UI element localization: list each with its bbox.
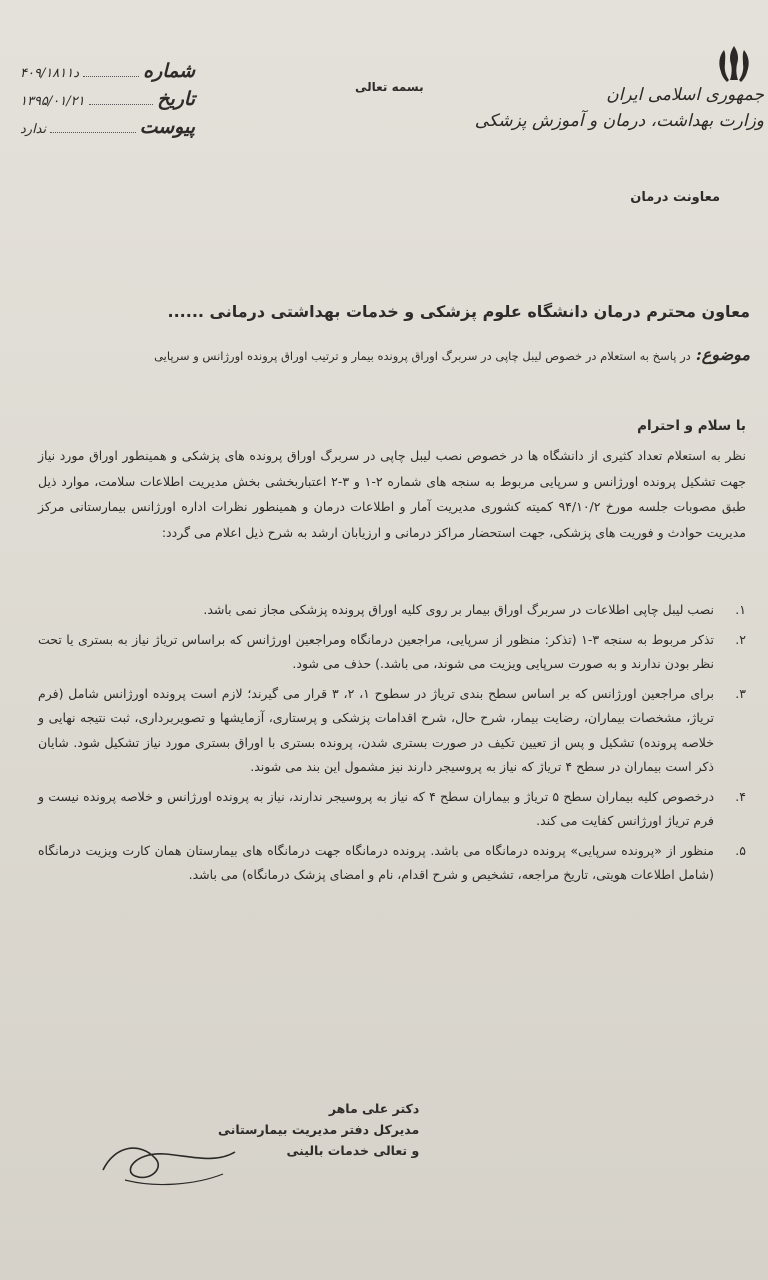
addressee: معاون محترم درمان دانشگاه علوم پزشکی و خدمات بهداشتی درمانی ...... — [167, 302, 750, 321]
iran-emblem-icon — [712, 42, 756, 86]
dotted-line — [89, 104, 154, 105]
letter-date-row — [20, 88, 195, 116]
ministry-line: وزارت بهداشت، درمان و آموزش پزشکی — [474, 111, 764, 131]
ministry-line: جمهوری اسلامی ایران — [606, 85, 764, 105]
letter-body — [38, 443, 746, 545]
item-number: ۲. — [735, 631, 746, 647]
letter-number: ۴۰۹/۱۸۱۱د — [20, 66, 80, 81]
attachment-row — [20, 116, 195, 144]
subject-line — [154, 345, 750, 364]
deputy-title: معاونت درمان — [630, 190, 720, 205]
dotted-line — [50, 132, 135, 133]
signature-block — [218, 1098, 419, 1161]
list-item — [38, 598, 746, 623]
list-item — [38, 628, 746, 677]
number-label: شماره — [143, 60, 195, 82]
letter-number-row — [20, 60, 195, 88]
attachment-label: پیوست — [139, 116, 195, 138]
signer-name: دکتر علی ماهر — [328, 1101, 420, 1116]
attachment-value: ندارد — [20, 122, 47, 137]
list-item — [38, 682, 746, 780]
subject-text: در پاسخ به استعلام در خصوص لیبل چاپی در سربرگ اوراق پرونده بیمار و ترتیب اوراق پرونده اورژانس و سرپایی — [154, 349, 691, 363]
list-item — [38, 785, 746, 834]
intro-paragraph: نظر به استعلام تعداد کثیری از دانشگاه ها در خصوص نصب لیبل چاپی در سربرگ اوراق پرونده های پزشکی و همینطور اوراق مورد نیاز جهت تشکیل پرونده اورژانس و سرپایی مربوط به سنجه های شماره ۲-۱ و ۳-۲ اعتباربخشی بخش مدیریت اطلاعات سلامت، موارد ذیل طبق مصوبات جلسه مورخ ۹۴/۱۰/۲ کمیته کشوری مدیریت آمار و اطلاعات درمان و همینطور نظرات اداره اورژانس بیمارستانی مرکز مدیریت حوادث و فوریت های پزشکی، جهت استحضار مراکز درمانی و ارزیابان ارشد به شرح ذیل اعلام می گردد: — [38, 448, 747, 540]
item-text: تذکر مربوط به سنجه ۳-۱ (تذکر: منظور از سرپایی، مراجعین درمانگاه ومراجعین اورژانس که براساس تریاژ نیاز به بستری یا تحت نظر بودن ندارند و به صورت سرپایی ویزیت می شوند، می باشد.) حذف می شود. — [38, 631, 714, 671]
greeting: با سلام و احترام — [637, 418, 746, 434]
list-item — [38, 839, 746, 888]
item-text: نصب لیبل چاپی اطلاعات در سربرگ اوراق بیمار بر روی کلیه اوراق پرونده پزشکی مجاز نمی باشد. — [203, 602, 714, 617]
item-number: ۴. — [735, 788, 746, 804]
subject-label: موضوع: — [695, 345, 750, 364]
signer-title: مدیرکل دفتر مدیریت بیمارستانی — [218, 1122, 420, 1137]
date-label: تاریخ — [157, 88, 195, 110]
numbered-list — [38, 598, 746, 893]
signer-title: و تعالی خدمات بالینی — [286, 1143, 420, 1158]
dotted-line — [83, 76, 139, 77]
item-number: ۱. — [735, 602, 746, 617]
item-number: ۳. — [735, 685, 746, 701]
handwritten-signature-icon — [95, 1130, 245, 1190]
basmala: بسمه تعالی — [355, 80, 424, 94]
item-text: برای مراجعین اورژانس که بر اساس سطح بندی تریاژ در سطوح ۱، ۲، ۳ قرار می گیرند؛ لازم است پرونده اورژانس شامل (فرم تریاژ، مشخصات بیماران، رضایت بیمار، شرح حال، شرح اقدامات پزشکی و پرستاری، آزمایشها و تصویربرداری، ثبت نتیجه نهایی و خلاصه پرونده) تشکیل و پس از تعیین تکیف در صورت بستری شدن، پرونده بستری با اوراق بستری مورد نیاز تشکیل شود. شایان ذکر است بیماران در سطح ۴ تریاژ که نیاز به پروسیجر دارند نیز مشمول این بند می شوند. — [38, 685, 715, 774]
letter-date: ۱۳۹۵/۰۱/۲۱ — [20, 94, 85, 109]
item-number: ۵. — [735, 842, 746, 858]
item-text: درخصوص کلیه بیماران سطح ۵ تریاژ و بیماران سطح ۴ که نیاز به پروسیجر ندارند، نیاز به پرونده اورژانس و خلاصه پرونده نیست و فرم تریاژ اورژانس کفایت می کند. — [38, 788, 715, 828]
letter-meta — [20, 60, 195, 144]
ministry-letterhead — [474, 82, 764, 134]
item-text: منظور از «پرونده سرپایی» پرونده درمانگاه می باشد. پرونده درمانگاه جهت درمانگاه های بیمارستان همان کارت ویزیت درمانگاه (شامل اطلاعات هویتی، تاریخ مراجعه، تشخیص و شرح اقدام، نام و امضای پزشک درمانگاه) می باشد. — [38, 842, 714, 882]
